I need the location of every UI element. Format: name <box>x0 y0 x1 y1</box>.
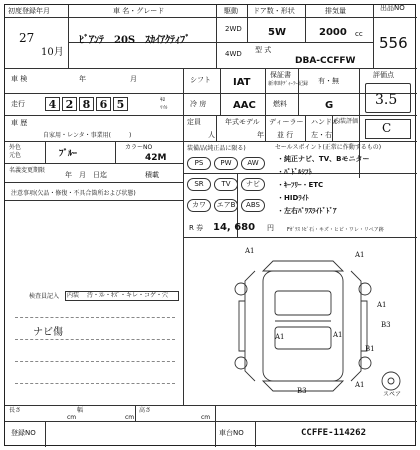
shift-value: IAT <box>233 77 251 88</box>
equipment-badge: PW <box>214 157 238 170</box>
registration-label: 積載 <box>145 171 159 179</box>
interior-score-value: C <box>382 121 392 135</box>
name-change-label: 名義変更期限 <box>9 167 46 174</box>
inspector-label: 検査員記入 <box>29 293 60 300</box>
ac-value: AAC <box>233 100 256 111</box>
color-no-label: カラーNO <box>125 144 153 151</box>
drive-2wd: 2WD <box>225 25 242 33</box>
chassis-label: 車台NO <box>219 429 244 437</box>
mileage-unit-mile: ﾏｲﾙ <box>160 105 168 111</box>
damage-code: B3 <box>381 321 391 329</box>
doors-value: 5W <box>268 27 286 38</box>
height-label: 高さ <box>139 407 152 414</box>
sales-point-item: ・ｷｰﾌﾘｰ・ETC <box>277 181 324 189</box>
recycle-label: R 券 <box>189 224 204 232</box>
model-code: DBA-CCFFW <box>295 56 356 66</box>
sales-point-item: ・ﾊﾟﾄﾞﾙｼﾌﾄ <box>277 168 312 176</box>
dealer-value: 並 行 <box>277 131 294 139</box>
mileage-digit: 4 <box>45 97 60 111</box>
handle-label: ハンドル <box>311 118 339 126</box>
exterior-color-label: 外色 <box>9 144 22 151</box>
equipment-badge: AW <box>241 157 265 170</box>
notes-title: 注意事項(欠品・修復・不具合箇所および状態) <box>11 190 136 197</box>
warranty-value: 有・無 <box>318 77 339 85</box>
first-reg-month: 10月 <box>41 47 64 58</box>
model-label: 型 式 <box>255 46 272 54</box>
recycle-value: 14, 680 <box>213 222 256 233</box>
lot-number: 556 <box>379 34 408 52</box>
equipment-badge: SR <box>187 178 211 191</box>
history-label: 車 歴 <box>11 119 28 127</box>
damage-code: B3 <box>297 387 307 395</box>
sales-points-title: セールスポイント(正常に作動するもの) <box>275 144 382 151</box>
chassis-value: CCFFE-114262 <box>301 428 367 438</box>
reg-no-label: 登録NO <box>11 429 36 437</box>
mileage-digit: 5 <box>113 97 128 111</box>
first-reg-year: 27 <box>19 31 35 45</box>
fuel-label: 燃料 <box>273 100 287 108</box>
inspection-year-label: 年 <box>79 75 86 83</box>
equipment-badge: TV <box>214 178 238 191</box>
sales-point-item: ・左右ﾊﾟﾜｽﾗｲﾄﾞﾄﾞｱ <box>277 207 337 215</box>
sales-point-item: ・純正ナビ、TV、Bモニター <box>277 155 370 163</box>
damage-code: A1 <box>355 251 365 259</box>
name-grade-label: 車 名・グレード <box>113 7 165 15</box>
doors-label: ドア数・形状 <box>253 7 295 15</box>
drive-4wd: 4WD <box>225 50 242 58</box>
fuel-value: G <box>325 100 334 111</box>
width-label: 幅 <box>77 407 84 414</box>
lot-label: 出品NO <box>380 4 405 12</box>
inspection-month-label: 月 <box>130 75 137 83</box>
length-label: 長さ <box>9 407 22 414</box>
capacity-unit: 人 <box>208 131 215 139</box>
mileage-digit: 8 <box>79 97 94 111</box>
history-options: 自家用・レンタ・事業用( ) <box>43 132 132 139</box>
auction-sheet <box>4 4 416 446</box>
damage-code: A1 <box>333 331 343 339</box>
height-unit: cm <box>201 414 211 421</box>
color-no-value: 42M <box>145 153 167 163</box>
interior-notes: 汚・ｽﾚ・ｷｽﾞ・キレ・コゲ・穴 <box>87 292 168 299</box>
equipment-title: 装備品(純正品に限る) <box>187 145 246 152</box>
shift-label: シフト <box>190 76 211 84</box>
mileage-digit: 2 <box>62 97 77 111</box>
year-model-unit: 年 <box>257 131 264 139</box>
equipment-badge: エアB <box>214 199 238 212</box>
exterior-color-sub: 元色 <box>9 152 22 159</box>
sales-point-item: ・HIDﾗｲﾄ <box>277 194 309 202</box>
glass-note: Fｶﾞﾗｽ ﾄﾋﾞ石・キズ・ヒビ・ワレ・リペア跡 <box>287 227 384 233</box>
capacity-label: 定員 <box>187 118 201 126</box>
width-unit: cm <box>125 414 135 421</box>
year-model-label: 年式モデル <box>225 118 260 126</box>
equipment-badge: ABS <box>241 199 265 212</box>
equipment-badge: カワ <box>187 199 211 212</box>
warranty-sub: 新車時ﾃﾞｨｰﾗｰ記録 <box>268 81 309 87</box>
damage-code: A1 <box>275 333 285 341</box>
handwritten-note: ナビ傷 <box>33 327 63 338</box>
handle-value: 左・右 <box>311 131 332 139</box>
ac-label: 冷 房 <box>190 100 207 108</box>
mileage-label: 走行 <box>11 100 25 108</box>
first-reg-label: 初度登録年月 <box>8 7 50 15</box>
car-damage-diagram <box>205 241 415 405</box>
damage-code: A1 <box>377 301 387 309</box>
damage-code: A1 <box>245 247 255 255</box>
exterior-color-value: ﾌﾞﾙｰ <box>59 149 78 159</box>
interior-notes-label: 内装 <box>67 292 80 299</box>
score-label: 評価点 <box>373 71 394 79</box>
inspection-label: 車 検 <box>11 75 28 83</box>
equipment-badge: ナビ <box>241 178 265 191</box>
interior-score-label: 内装評価 <box>334 118 359 125</box>
displacement-unit: cc <box>355 30 363 38</box>
equipment-badge: PS <box>187 157 211 170</box>
mileage-digit: 6 <box>96 97 111 111</box>
mileage-unit-km: ｷﾛ <box>160 97 166 103</box>
length-unit: cm <box>67 414 77 421</box>
displacement-label: 排気量 <box>325 7 346 15</box>
spare-label: スペア <box>383 391 402 398</box>
drive-label: 駆動 <box>224 7 238 15</box>
displacement-value: 2000 <box>319 27 347 38</box>
recycle-unit: 円 <box>267 224 274 232</box>
dealer-label: ディーラー <box>269 118 304 126</box>
score-value: 3.5 <box>375 92 398 108</box>
name-change-date: 年 月 日迄 <box>65 171 107 179</box>
damage-code: A1 <box>355 381 365 389</box>
model-name: ﾋﾞｱﾝﾃ 20S ｽｶｲｱｸﾃｨﾌﾞ <box>79 35 191 46</box>
damage-code: B1 <box>365 345 375 353</box>
warranty-label: 保証書 <box>270 71 291 79</box>
